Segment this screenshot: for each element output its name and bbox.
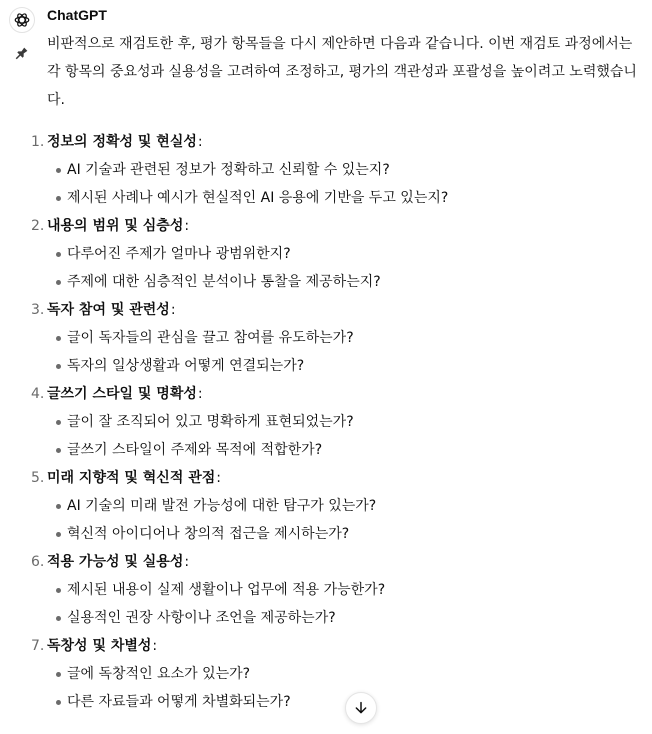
bullet-item — [67, 352, 643, 380]
intro-paragraph: 비판적으로 재검토한 후, 평가 항목들을 다시 제안하면 다음과 같습니다. 이번 재검토 과정에서는 각 항목의 중요성과 실용성을 고려하여 조정하고, 평가의 객관성과 포괄성을 높이려고 노력했습니다. — [47, 36, 637, 108]
bullet-dot — [56, 616, 61, 621]
section-colon: : — [170, 302, 176, 318]
bullet-dot — [56, 448, 61, 453]
section-title: 미래 지향적 및 혁신적 관점 — [47, 470, 216, 486]
section-number: 3. — [31, 302, 45, 318]
pin-icon[interactable] — [12, 45, 30, 63]
list-item — [31, 464, 643, 548]
bullet-dot — [56, 700, 61, 705]
section-heading — [31, 548, 643, 576]
section-colon: : — [152, 638, 158, 654]
bullet-item — [67, 240, 643, 268]
list-item — [31, 212, 643, 296]
bullet-text: 독자의 일상생활과 어떻게 연결되는가? — [67, 358, 305, 374]
chatgpt-logo-icon — [13, 11, 31, 29]
bullet-item — [67, 324, 643, 352]
bullet-item — [67, 408, 643, 436]
section-heading — [31, 212, 643, 240]
section-colon: : — [216, 470, 221, 486]
bullet-list — [47, 324, 643, 380]
section-number: 2. — [31, 218, 45, 234]
section-number: 5. — [31, 470, 45, 486]
list-item — [31, 128, 643, 212]
section-number: 4. — [31, 386, 45, 402]
bullet-text: 글에 독창적인 요소가 있는가? — [67, 666, 251, 682]
arrow-down-icon — [353, 700, 369, 716]
bullet-dot — [56, 280, 61, 285]
bullet-item — [67, 156, 643, 184]
bullet-dot — [56, 672, 61, 677]
bullet-dot — [56, 252, 61, 257]
bullet-item — [67, 268, 643, 296]
section-heading — [31, 296, 643, 324]
section-number: 1. — [31, 134, 45, 150]
section-title: 독창성 및 차별성 — [47, 638, 152, 654]
section-colon: : — [184, 554, 190, 570]
bullet-list — [47, 240, 643, 296]
bullet-text: 글이 독자들의 관심을 끌고 참여를 유도하는가? — [67, 330, 354, 346]
evaluation-list — [31, 128, 643, 716]
bullet-dot — [56, 196, 61, 201]
bullet-item — [67, 520, 643, 548]
bullet-dot — [56, 588, 61, 593]
bullet-item — [67, 436, 643, 464]
author-name: ChatGPT — [47, 7, 107, 23]
section-colon: : — [184, 218, 190, 234]
bullet-text: 혁신적 아이디어나 창의적 접근을 제시하는가? — [67, 526, 350, 542]
section-title: 글쓰기 스타일 및 명확성 — [47, 386, 197, 402]
bullet-text: 실용적인 권장 사항이나 조언을 제공하는가? — [67, 610, 336, 626]
bullet-text: 글쓰기 스타일이 주제와 목적에 적합한가? — [67, 442, 323, 458]
bullet-text: AI 기술의 미래 발전 가능성에 대한 탐구가 있는가? — [67, 498, 377, 514]
bullet-item — [67, 492, 643, 520]
message-content — [31, 30, 643, 716]
bullet-dot — [56, 364, 61, 369]
bullet-text: 다루어진 주제가 얼마나 광범위한지? — [67, 246, 291, 262]
list-item — [31, 548, 643, 632]
bullet-dot — [56, 532, 61, 537]
bullet-list — [47, 408, 643, 464]
section-colon: : — [197, 386, 203, 402]
section-number: 6. — [31, 554, 45, 570]
section-title: 내용의 범위 및 심층성 — [47, 218, 184, 234]
bullet-text: 제시된 사례나 예시가 현실적인 AI 응용에 기반을 두고 있는지? — [67, 190, 449, 206]
section-heading — [31, 464, 643, 492]
section-title: 정보의 정확성 및 현실성 — [47, 134, 197, 150]
bullet-dot — [56, 420, 61, 425]
bullet-item — [67, 660, 643, 688]
bullet-text: 글이 잘 조직되어 있고 명확하게 표현되었는가? — [67, 414, 354, 430]
section-heading — [31, 632, 643, 660]
bullet-text: 다른 자료들과 어떻게 차별화되는가? — [67, 694, 291, 710]
section-number: 7. — [31, 638, 45, 654]
bullet-list — [47, 156, 643, 212]
section-colon: : — [197, 134, 203, 150]
chatgpt-avatar — [9, 7, 35, 33]
scroll-to-bottom-button[interactable] — [345, 692, 377, 724]
section-heading — [31, 128, 643, 156]
bullet-item — [67, 604, 643, 632]
bullet-text: AI 기술과 관련된 정보가 정확하고 신뢰할 수 있는지? — [67, 162, 390, 178]
bullet-text: 제시된 내용이 실제 생활이나 업무에 적용 가능한가? — [67, 582, 386, 598]
section-title: 독자 참여 및 관련성 — [47, 302, 170, 318]
bullet-item — [67, 576, 643, 604]
bullet-list — [47, 576, 643, 632]
list-item — [31, 296, 643, 380]
section-title: 적용 가능성 및 실용성 — [47, 554, 184, 570]
bullet-item — [67, 184, 643, 212]
list-item — [31, 380, 643, 464]
section-heading — [31, 380, 643, 408]
bullet-list — [47, 492, 643, 548]
bullet-dot — [56, 336, 61, 341]
bullet-dot — [56, 504, 61, 509]
bullet-text: 주제에 대한 심층적인 분석이나 통찰을 제공하는지? — [67, 274, 381, 290]
bullet-dot — [56, 168, 61, 173]
